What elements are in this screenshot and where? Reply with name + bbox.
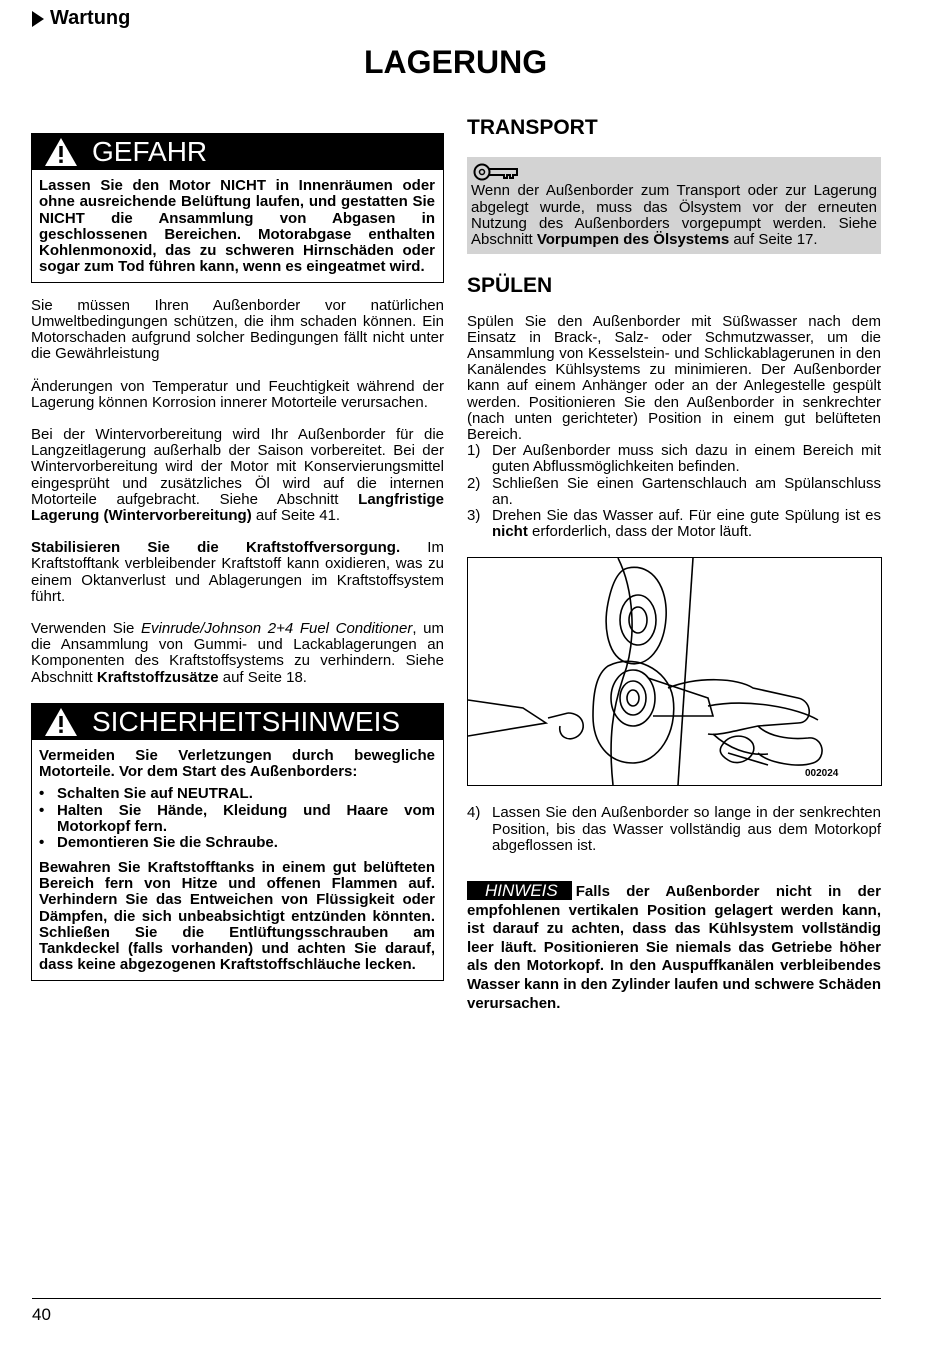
paragraph-temperature: Änderungen von Temperatur und Feuchtigkeit während der Lagerung können Korrosion innerer Motorteile verursachen. [31, 377, 444, 411]
transport-note [467, 157, 881, 254]
flushing-figure [467, 557, 882, 786]
conditioner-link: Kraftstoffzusätze [96, 668, 219, 686]
section-label: Wartung [50, 7, 131, 29]
step-text: Der Außenborder muss sich dazu in einem Bereich mit guten Abflussmöglichkeiten befinden. [492, 442, 881, 476]
footer-divider [32, 1298, 881, 1299]
safety-header [32, 704, 443, 740]
paragraph-winterization [31, 427, 444, 524]
step-number: 3) [467, 507, 481, 525]
page-title-text: LAGERUNG [364, 44, 548, 80]
transport-body: Wenn der Außenborder zum Transport oder zur Lagerung abgelegt wurde, muss das Ölsystem vor der erneuten Nutzung des Außenborders vorgepumpt werden. Siehe Abschnitt [471, 182, 877, 249]
figure-code: 002024 [805, 768, 839, 780]
step-emphasis: nicht [492, 523, 528, 541]
winterization-text: Bei der Wintervorbereitung wird Ihr Außenborder für die Langzeitlagerung außerhalb der Saison vorbereitet. Bei der Wintervorbereitung wird der Motor mit Konservierungsmittel eingesprüht und zusätzliches Öl wird auf die internen Motorteile aufgebracht. Siehe Abschnitt [31, 426, 444, 508]
safety-bullet: • Demontieren Sie die Schraube. [39, 835, 435, 851]
danger-heading: GEFAHR [92, 135, 208, 167]
conditioner-product: Evinrude/Johnson 2+4 Fuel Conditioner [141, 620, 413, 638]
hinweis-label: HINWEIS [467, 881, 572, 900]
transport-page: auf Seite 17. [729, 231, 818, 249]
warning-icon [44, 137, 78, 167]
right-column [467, 116, 881, 1013]
flush-steps [467, 443, 881, 540]
conditioner-text: , um die Ansammlung von Gummi- und Lackablagerungen an Komponenten des Kraftstoffsystems zu verhindern. Siehe Abschnitt [31, 620, 444, 686]
flush-heading: SPÜLEN [467, 274, 553, 298]
warning-icon [44, 707, 78, 737]
safety-text: Bewahren Sie Kraftstofftanks in einem gut belüfteten Bereich fern von Hitze und offenen Flammen auf. Verhindern Sie das Entweichen von Flüssigkeit oder Dämpfen, die sich unbeabsichtigt entzünden könnten. Schließen Sie die Entlüftungsschrauben am Tankdeckel (falls vorhanden) und achten Sie darauf, dass keine abgezogenen Kraftstoffschläuche lecken. [39, 858, 435, 974]
step-item [467, 443, 881, 475]
danger-body [32, 170, 443, 282]
conditioner-before: Verwenden Sie [31, 620, 142, 638]
step-item [467, 476, 881, 508]
danger-box [31, 133, 444, 283]
section-marker [32, 7, 130, 30]
danger-text: Lassen Sie den Motor NICHT in Innenräumen oder ohne ausreichende Belüftung laufen, und gestatten Sie NICHT die Ansammlung von Abgasen in geschlossenen Bereichen. Motorabgase enthalten Kohlenmonoxid, das zu schweren Hirnschäden oder sogar zum Tod führen kann, wenn es eingeatmet wird. [39, 177, 435, 276]
paragraph-environment: Sie müssen Ihren Außenborder vor natürlichen Umweltbedingungen schützen, die ihm schaden können. Ein Motorschaden aufgrund solcher Bedingungen fällt nicht unter die Gewährleistung [31, 296, 444, 363]
safety-bullet: • Halten Sie Hände, Kleidung und Haare vom Motorkopf fern. [39, 803, 435, 836]
transport-heading: TRANSPORT [467, 116, 598, 139]
triangle-right-icon [32, 11, 44, 27]
step-item [467, 805, 881, 854]
winterization-link: Langfristige Lagerung (Wintervorbereitung) [31, 490, 444, 525]
safety-box [31, 703, 444, 981]
step-text-end: erforderlich, dass der Motor läuft. [527, 523, 753, 541]
page-number: 40 [32, 1305, 51, 1324]
safety-list [39, 786, 435, 851]
hinweis-note [467, 882, 881, 1013]
flush-steps-continued [467, 805, 881, 854]
flush-illustration [468, 558, 881, 785]
paragraph-fuel-conditioner [31, 621, 444, 686]
transport-link: Vorpumpen des Ölsystems [536, 231, 730, 249]
hinweis-text: Falls der Außenborder nicht in der empfohlenen vertikalen Position gelagert werden kann, ist darauf zu achten, dass das Kühlsystem vollständig leer läuft. Positionieren Sie niemals das Getriebe höher als den Motorkopf. In den Auspuffkanälen verbleibendes Wasser kann in den Zylinder laufen und schwere Schäden verursachen. [467, 883, 881, 1012]
flush-text: Spülen Sie den Außenborder mit Süßwasser nach dem Einsatz in Brack-, Salz- oder Schmutzwasser, um die Ansammlung von Kesselstein- und Schlickablagerunen in den Kanälendes Kühlsystems zu minimieren. Der Außenborder kann auf einem Anhänger oder an der Anlegestelle gespült werden. Positionieren Sie den Außenborder in senkrechter (nach unten gerichteter) Position in einem gut belüfteten Bereich. [467, 312, 881, 444]
step-text: Lassen Sie den Außenborder so lange in der senkrechten Position, bis das Wasser vollständig aus dem Motorkopf abgeflossen ist. [492, 804, 881, 854]
fuel-stabilize-text: Im Kraftstofftank verbleibender Kraftstoff kann oxidieren, was zu einem Oktanverlust und Ablagerungen im Kraftstoffsystem führt. [31, 539, 444, 605]
safety-intro: Vermeiden Sie Verletzungen durch bewegliche Motorteile. Vor dem Start des Außenborders: [39, 746, 435, 781]
danger-header [32, 134, 443, 170]
conditioner-page: auf Seite 18. [218, 668, 307, 686]
safety-body [32, 740, 443, 980]
step-number: 4) [467, 804, 481, 822]
safety-heading: SICHERHEITSHINWEIS [92, 705, 401, 737]
paragraph-fuel-stabilize [31, 540, 444, 605]
key-icon [473, 161, 519, 183]
step-item [467, 508, 881, 540]
winterization-page: auf Seite 41. [251, 507, 341, 525]
left-column [31, 133, 444, 981]
step-text: Drehen Sie das Wasser auf. Für eine gute Spülung ist es [492, 507, 881, 525]
transport-text [471, 183, 877, 248]
safety-bullet: • Schalten Sie auf NEUTRAL. [39, 786, 435, 802]
step-text: Schließen Sie einen Gartenschlauch am Spülanschluss an. [492, 474, 881, 508]
step-number: 2) [467, 474, 481, 492]
step-number: 1) [467, 442, 481, 460]
fuel-stabilize-heading: Stabilisieren Sie die Kraftstoffversorgung. [31, 539, 401, 557]
